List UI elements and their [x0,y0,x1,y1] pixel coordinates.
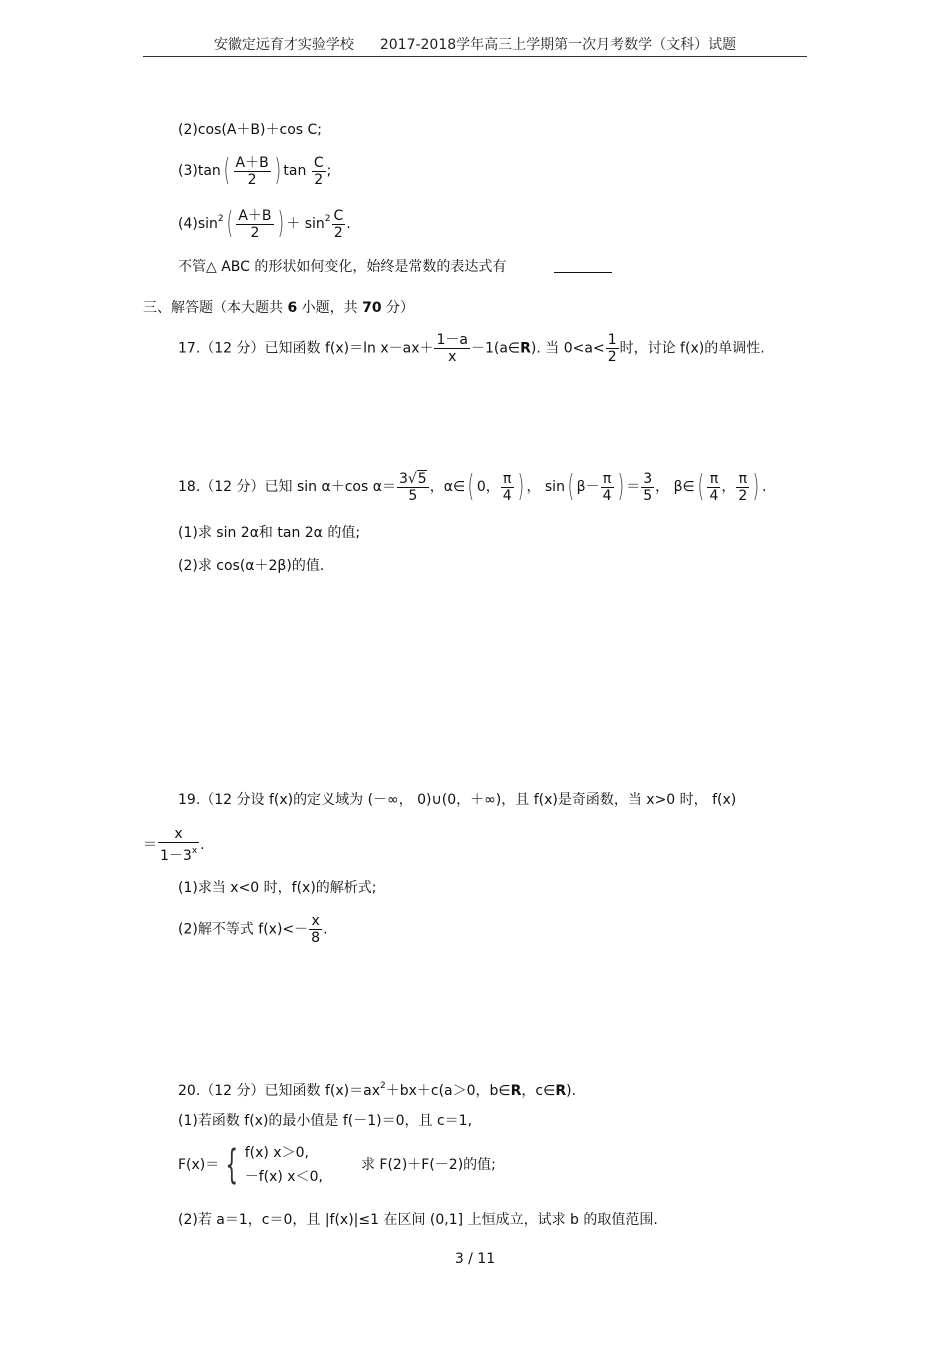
fraction: $\frac{3}{5}$ [643,470,653,504]
answer-blank[interactable] [554,272,612,273]
q16-item-3: (3)tan( $\frac{A+B}{2}$ ) tan $\frac{C}{2}$ ; [178,153,332,188]
fraction: $\frac{1}{2}$ [607,332,617,365]
header-school: 安徽定远育才实验学校 [213,37,354,53]
fraction: $\frac{\pi}{4}$ [602,470,612,504]
fraction: $\frac{C}{2}$ [333,207,344,241]
q19-part-1: (1)求当 x<0 时，f(x)的解析式; [178,880,377,896]
fraction: $\frac{3√5}{5}$ [398,471,427,504]
piecewise-cases: f(x) x＞0, －f(x) x＜0, [244,1145,323,1185]
fraction: $\frac{\pi}{4}$ [502,470,512,504]
page-header [0,34,950,54]
question-17: 17.（12 分）已知函数 f(x)＝ln x－ax＋ $\frac{1-a}{x}$ －1(a∈R). 当 0<a< $\frac{1}{2}$ 时，讨论 f(x)的单调性. [178,332,765,365]
q16-item-4: $(4)\sin^2$( $\frac{A+B}{2}$ ) ＋ $\sin^2$ $\frac{C}{2}$ . [178,206,351,241]
fraction: $\frac{x}{8}$ [311,913,321,946]
fraction: $\frac{C}{2}$ [313,154,324,188]
q19-part-2: (2)解不等式 f(x)<－ $\frac{x}{8}$ . [178,913,328,946]
question-18: 18.（12 分）已知 sin α＋cos α＝ $\frac{3√5}{5}$ ，α∈( 0， $\frac{\pi}{4}$ ) ， sin( β－ $\frac{\pi}{4}$ ) ＝ $\frac{3}{5}$ ， β∈( $\frac{\pi}{4}$ ， $\frac{\pi}{2}$ ) . [178,469,767,504]
fraction: $\frac{1-a}{x}$ [436,332,468,365]
fraction: $\frac{\pi}{4}$ [709,470,719,504]
q16-conclusion: 不管△ ABC 的形状如何变化，始终是常数的表达式有 [178,258,612,276]
header-title: 2017-2018学年高三上学期第一次月考数学（文科）试题 [379,37,737,53]
q18-part-2: (2)求 cos(α＋2β)的值. [178,558,325,574]
fraction: $\frac{x}{1-3^x}$ [160,826,198,864]
q20-part-2: (2)若 a＝1，c＝0，且 |f(x)|≤1 在区间 (0,1] 上恒成立，试求 b 的取值范围. [178,1212,658,1228]
q20-part-1: (1)若函数 f(x)的最小值是 f(－1)＝0，且 c＝1, [178,1113,473,1129]
q18-part-1: (1)求 sin 2α和 tan 2α 的值; [178,525,361,541]
question-20: 20.（12 分）已知函数 $f(x)=ax^2+bx+c(a>0$，b∈R，c∈R). [178,1081,577,1099]
header-rule [143,56,807,57]
page-number: 3 / 11 [454,1251,496,1267]
q16-item-2: (2)cos(A＋B)＋cos C; [178,122,322,138]
fraction: $\frac{\pi}{2}$ [738,470,748,504]
q20-piecewise: F(x)＝ { f(x) x＞0, －f(x) x＜0, 求 F(2)＋F(－2)的值; [178,1142,496,1188]
section-heading: 三、解答题（本大题共 6 小题，共 70 分） [143,300,415,316]
fraction: $\frac{A+B}{2}$ [238,207,272,241]
fraction: $\frac{A+B}{2}$ [235,154,269,188]
question-19: 19.（12 分设 f(x)的定义域为 (－∞， 0)∪(0，＋∞)，且 f(x)是奇函数，当 x>0 时， f(x) [178,792,737,808]
q19-formula: ＝ $\frac{x}{1-3^x}$ . [143,826,205,864]
